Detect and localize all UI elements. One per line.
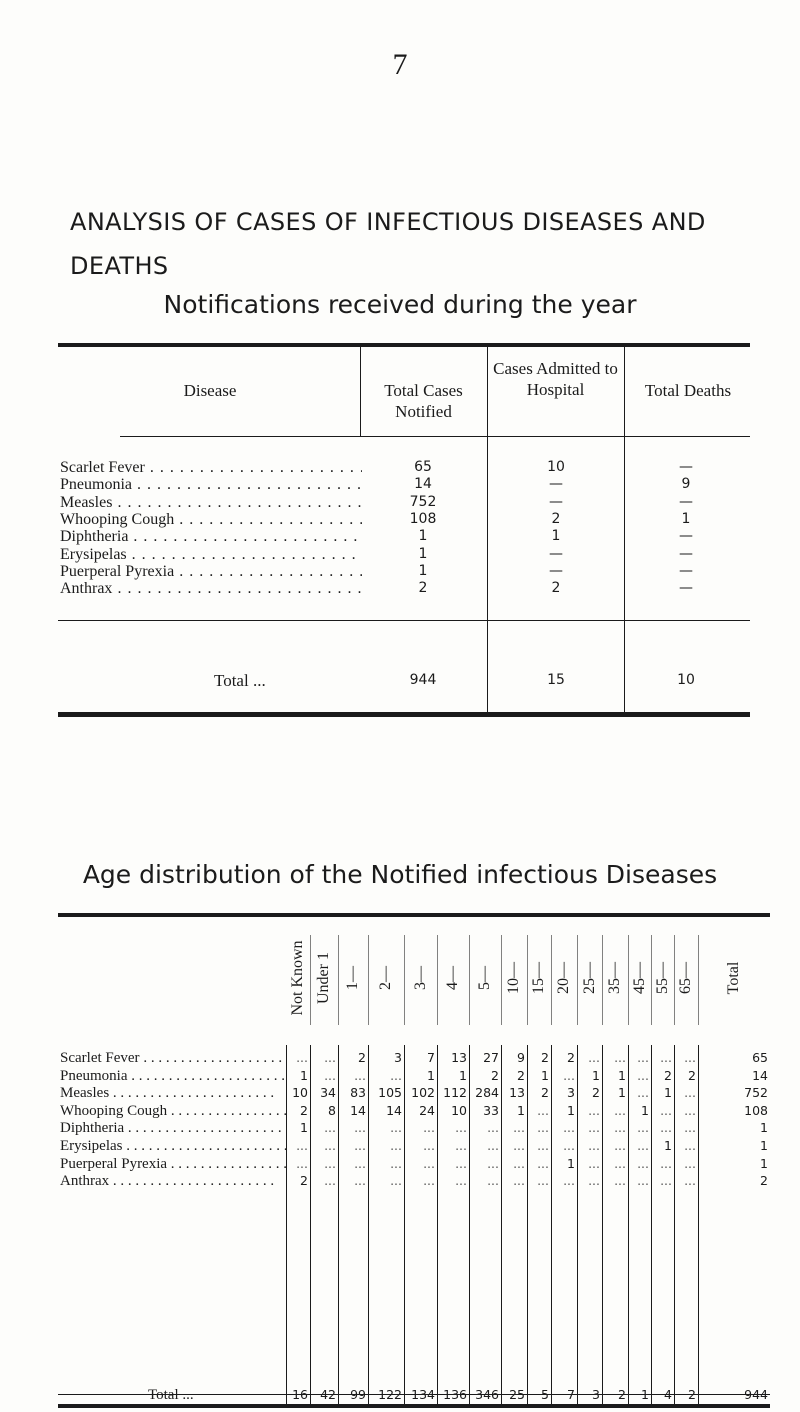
- age-value: 33: [483, 1102, 499, 1118]
- column-header-label: 55—: [653, 962, 671, 994]
- age-value: 7: [427, 1050, 435, 1065]
- column-header-label: 1—: [344, 966, 361, 990]
- age-value: 3: [394, 1050, 402, 1065]
- age-value: ...: [614, 1102, 626, 1118]
- age-value: ...: [390, 1155, 402, 1171]
- age-value: ...: [455, 1173, 467, 1189]
- age-total-value: 346: [475, 1387, 499, 1402]
- age-value: ...: [390, 1138, 402, 1153]
- deaths-value: —: [679, 493, 693, 510]
- disease-name: Pneumonia . . .: [60, 476, 362, 494]
- age-value: ...: [487, 1155, 499, 1171]
- deaths-value: 1: [681, 510, 691, 527]
- hospital-value: 1: [551, 528, 561, 545]
- age-value: ...: [324, 1050, 336, 1065]
- column-header-notified: Total Cases Notified: [384, 381, 463, 421]
- age-value: ...: [354, 1155, 366, 1171]
- page-number: 7: [392, 48, 408, 81]
- age-value: 2: [664, 1067, 672, 1083]
- disease-name: Diphtheria . . .: [60, 528, 362, 546]
- age-value: ...: [324, 1138, 336, 1153]
- column-divider: [360, 347, 361, 437]
- total-label: Total ...: [214, 671, 266, 690]
- age-value: 14: [386, 1102, 402, 1118]
- column-header: [472, 932, 498, 1024]
- age-value: 9: [517, 1050, 525, 1065]
- age-value: ...: [614, 1155, 626, 1171]
- disease-name: Anthrax . . .: [60, 580, 362, 598]
- age-value: ...: [537, 1120, 549, 1136]
- age-value: 108: [744, 1102, 768, 1118]
- age-value: 34: [320, 1085, 336, 1101]
- disease-name: Whooping Cough . . .: [60, 511, 362, 529]
- disease-name: Measles . . .: [60, 494, 362, 512]
- age-value: ...: [637, 1050, 649, 1065]
- age-value: 1: [641, 1102, 649, 1118]
- column-header-label: 20—: [555, 962, 572, 994]
- age-total-value: 25: [509, 1387, 525, 1402]
- disease-name: Diphtheria . . .: [60, 1120, 286, 1137]
- notified-value: 2: [418, 580, 428, 597]
- disease-name: Puerperal Pyrexia . . .: [60, 1156, 286, 1173]
- table-row: [60, 1068, 772, 1087]
- header-divider: [469, 935, 470, 1025]
- column-header: [340, 932, 366, 1024]
- table-row: [60, 1050, 772, 1069]
- age-value: ...: [513, 1138, 525, 1153]
- total-deaths: 10: [677, 672, 695, 688]
- age-value: 2: [517, 1067, 525, 1083]
- header-divider: [404, 935, 405, 1025]
- age-value: 102: [411, 1085, 435, 1101]
- column-header: [577, 932, 603, 1024]
- age-total-value: 3: [592, 1387, 600, 1402]
- age-value: ...: [423, 1155, 435, 1171]
- age-value: 2: [541, 1085, 549, 1101]
- column-header: [526, 932, 552, 1024]
- column-header-label: Under 1: [315, 952, 332, 1004]
- age-value: ...: [537, 1138, 549, 1153]
- column-header-hospital: Cases Admitted to Hospital: [493, 359, 618, 399]
- age-value: 2: [491, 1067, 499, 1083]
- age-total-value: 134: [411, 1387, 435, 1402]
- age-value: ...: [637, 1120, 649, 1136]
- column-header-label: 45—: [630, 962, 648, 994]
- age-value: 2: [688, 1067, 696, 1083]
- column-header-label: 2—: [377, 966, 394, 990]
- age-total-label: Total ...: [148, 1387, 194, 1403]
- age-value: 112: [443, 1085, 467, 1101]
- age-value: ...: [684, 1173, 696, 1189]
- column-header-deaths: Total Deaths: [644, 381, 732, 400]
- column-header: [673, 932, 699, 1024]
- age-value: ...: [513, 1120, 525, 1136]
- table-row: [60, 1138, 772, 1157]
- table-row: [60, 1173, 772, 1192]
- age-value: ...: [588, 1138, 600, 1153]
- age-value: 2: [567, 1050, 575, 1065]
- column-header-label: Total: [725, 961, 742, 995]
- notified-value: 1: [418, 562, 428, 579]
- hospital-value: —: [549, 562, 563, 579]
- age-value: 1: [567, 1155, 575, 1171]
- age-value: ...: [354, 1120, 366, 1136]
- total-notified: 944: [409, 672, 437, 688]
- age-value: ...: [588, 1050, 600, 1065]
- age-total-value: 122: [378, 1387, 402, 1402]
- column-header: [285, 932, 311, 1024]
- age-value: 1: [664, 1085, 672, 1101]
- column-header-label: 65—: [677, 962, 694, 994]
- age-value: ...: [684, 1050, 696, 1065]
- disease-name: Scarlet Fever . . .: [60, 1050, 286, 1067]
- age-value: ...: [660, 1173, 672, 1189]
- table-row: [60, 1103, 772, 1122]
- column-header: [650, 932, 676, 1024]
- age-value: ...: [537, 1155, 549, 1171]
- total-hospital: 15: [547, 672, 565, 688]
- disease-name: Puerperal Pyrexia . . .: [60, 563, 362, 581]
- age-value: ...: [637, 1085, 649, 1101]
- age-total-value: 2: [688, 1387, 696, 1402]
- age-value: 13: [451, 1050, 467, 1065]
- age-value: 105: [378, 1085, 402, 1101]
- disease-name: Pneumonia . . .: [60, 1068, 286, 1085]
- age-value: ...: [563, 1173, 575, 1189]
- age-value: ...: [487, 1173, 499, 1189]
- age-value: ...: [637, 1173, 649, 1189]
- age-total-value: 1: [641, 1387, 649, 1402]
- age-total-value: 944: [744, 1387, 768, 1402]
- age-value: ...: [563, 1120, 575, 1136]
- deaths-value: 9: [681, 476, 691, 493]
- age-value: ...: [423, 1120, 435, 1136]
- age-value: 2: [300, 1102, 308, 1118]
- age-value: 83: [350, 1085, 366, 1101]
- header-rule: [120, 436, 750, 437]
- age-value: ...: [684, 1102, 696, 1118]
- hospital-value: 10: [547, 459, 565, 475]
- main-heading-line-2: DEATHS: [70, 252, 169, 280]
- age-value: ...: [684, 1138, 696, 1153]
- age-value: 1: [427, 1067, 435, 1083]
- age-value: 24: [419, 1102, 435, 1118]
- age-value: ...: [614, 1050, 626, 1065]
- age-value: 1: [300, 1120, 308, 1136]
- column-header: [501, 932, 527, 1024]
- age-value: ...: [588, 1155, 600, 1171]
- age-value: 1: [618, 1067, 626, 1083]
- age-value: 2: [300, 1173, 308, 1189]
- column-header-disease: Disease: [183, 381, 237, 400]
- age-value: 1: [517, 1102, 525, 1118]
- age-value: 8: [328, 1102, 336, 1118]
- age-value: ...: [563, 1138, 575, 1153]
- age-value: ...: [324, 1155, 336, 1171]
- disease-name: Whooping Cough . . .: [60, 1103, 286, 1120]
- disease-name: Erysipelas . . .: [60, 546, 362, 564]
- age-value: ...: [296, 1155, 308, 1171]
- column-header: [551, 932, 577, 1024]
- age-total-value: 136: [443, 1387, 467, 1402]
- age-value: ...: [455, 1120, 467, 1136]
- age-value: 752: [744, 1085, 768, 1101]
- age-value: ...: [354, 1173, 366, 1189]
- age-value: 1: [592, 1067, 600, 1083]
- hospital-value: —: [549, 493, 563, 510]
- total-rule: [58, 620, 750, 621]
- age-value: 1: [760, 1120, 768, 1136]
- table-row: [60, 580, 750, 600]
- column-header: [311, 932, 337, 1024]
- age-value: 1: [300, 1067, 308, 1083]
- age-value: ...: [660, 1120, 672, 1136]
- notifications-heading: Notifications received during the year: [163, 290, 637, 319]
- age-value: ...: [324, 1120, 336, 1136]
- column-header-label: 25—: [580, 962, 598, 994]
- age-total-value: 99: [350, 1387, 366, 1402]
- age-value: 65: [752, 1050, 768, 1065]
- age-value: ...: [614, 1120, 626, 1136]
- age-value: 2: [358, 1050, 366, 1065]
- age-value: ...: [614, 1173, 626, 1189]
- column-header-label: 10—: [505, 962, 522, 994]
- age-value: ...: [537, 1102, 549, 1118]
- age-value: ...: [684, 1085, 696, 1101]
- column-header: [602, 932, 628, 1024]
- table-bottom-rule: [58, 712, 750, 717]
- disease-name: Scarlet Fever . . .: [60, 459, 362, 477]
- age-value: 27: [483, 1050, 499, 1065]
- age-value: 2: [592, 1085, 600, 1101]
- age-value: ...: [563, 1067, 575, 1083]
- age-value: ...: [588, 1173, 600, 1189]
- age-value: ...: [455, 1138, 467, 1153]
- age-value: ...: [513, 1173, 525, 1189]
- header-divider: [338, 935, 339, 1025]
- column-header-label: 35—: [606, 962, 623, 994]
- main-heading-line-1: ANALYSIS OF CASES OF INFECTIOUS DISEASES AND: [70, 208, 706, 236]
- age-value: ...: [487, 1138, 499, 1153]
- disease-name: Measles . . .: [60, 1085, 286, 1102]
- age-value: ...: [588, 1102, 600, 1118]
- age-value: 1: [664, 1138, 672, 1153]
- deaths-value: —: [679, 545, 693, 562]
- deaths-value: —: [679, 528, 693, 545]
- age-value: 1: [567, 1102, 575, 1118]
- age-value: 13: [509, 1085, 525, 1101]
- hospital-value: 2: [551, 580, 561, 597]
- age-value: ...: [660, 1050, 672, 1065]
- age-value: ...: [684, 1120, 696, 1136]
- column-header-label: Not Known: [289, 940, 306, 1016]
- age-value: 10: [292, 1085, 308, 1101]
- age-total-value: 16: [292, 1387, 308, 1402]
- column-header-label: 5—: [476, 966, 493, 990]
- age-total-value: 42: [320, 1387, 336, 1402]
- age-value: ...: [588, 1120, 600, 1136]
- age-total-value: 4: [664, 1387, 672, 1402]
- disease-name: Anthrax . . .: [60, 1173, 286, 1190]
- age-value: ...: [537, 1173, 549, 1189]
- age-value: 284: [475, 1085, 499, 1101]
- age-value: ...: [324, 1173, 336, 1189]
- age-value: 10: [451, 1102, 467, 1118]
- hospital-value: —: [549, 476, 563, 493]
- table-top-rule: [58, 913, 770, 917]
- main-heading: [70, 200, 770, 288]
- notified-value: 1: [418, 528, 428, 545]
- age-value: ...: [296, 1050, 308, 1065]
- age-value: 1: [618, 1085, 626, 1101]
- age-value: ...: [637, 1067, 649, 1083]
- age-value: ...: [390, 1173, 402, 1189]
- age-value: ...: [487, 1120, 499, 1136]
- age-value: ...: [390, 1067, 402, 1083]
- table-row: [60, 1120, 772, 1139]
- table-row: [60, 1156, 772, 1175]
- table-top-rule: [58, 343, 750, 347]
- header-divider: [368, 935, 369, 1025]
- age-value: 1: [459, 1067, 467, 1083]
- age-value: ...: [614, 1138, 626, 1153]
- age-value: 14: [752, 1067, 768, 1083]
- age-value: ...: [660, 1155, 672, 1171]
- hospital-value: 2: [551, 510, 561, 527]
- age-value: ...: [354, 1067, 366, 1083]
- notified-value: 1: [418, 545, 428, 562]
- column-header-label: 3—: [411, 966, 429, 990]
- age-value: ...: [637, 1155, 649, 1171]
- age-value: ...: [660, 1102, 672, 1118]
- age-value: ...: [324, 1067, 336, 1083]
- age-value: 2: [760, 1173, 768, 1189]
- age-total-value: 2: [618, 1387, 626, 1402]
- deaths-value: —: [679, 459, 693, 475]
- column-header: [408, 932, 434, 1024]
- age-value: 1: [760, 1155, 768, 1171]
- hospital-value: —: [549, 545, 563, 562]
- age-value: ...: [296, 1138, 308, 1153]
- age-total-value: 7: [567, 1387, 575, 1402]
- age-value: ...: [513, 1155, 525, 1171]
- deaths-value: —: [679, 562, 693, 579]
- age-value: 14: [350, 1102, 366, 1118]
- age-value: ...: [455, 1155, 467, 1171]
- column-header: [373, 932, 399, 1024]
- age-value: 1: [541, 1067, 549, 1083]
- notified-value: 752: [409, 493, 437, 510]
- age-value: ...: [423, 1138, 435, 1153]
- notified-value: 14: [414, 476, 432, 493]
- age-value: ...: [637, 1138, 649, 1153]
- deaths-value: —: [679, 580, 693, 597]
- age-value: 3: [567, 1085, 575, 1101]
- age-distribution-heading: Age distribution of the Notified infectious Diseases: [82, 860, 718, 889]
- notified-value: 108: [409, 510, 437, 527]
- age-value: ...: [684, 1155, 696, 1171]
- column-header-label: 4—: [444, 966, 461, 990]
- disease-name: Erysipelas . . .: [60, 1138, 286, 1155]
- age-total-value: 5: [541, 1387, 549, 1402]
- age-value: 2: [541, 1050, 549, 1065]
- age-value: 1: [760, 1138, 768, 1153]
- notified-value: 65: [414, 459, 432, 475]
- column-header-label: 15—: [530, 962, 547, 994]
- table-row: [60, 1085, 772, 1104]
- column-header: [440, 932, 466, 1024]
- age-value: ...: [354, 1138, 366, 1153]
- age-value: ...: [423, 1173, 435, 1189]
- column-header: [721, 932, 747, 1024]
- age-value: ...: [390, 1120, 402, 1136]
- header-divider: [437, 935, 438, 1025]
